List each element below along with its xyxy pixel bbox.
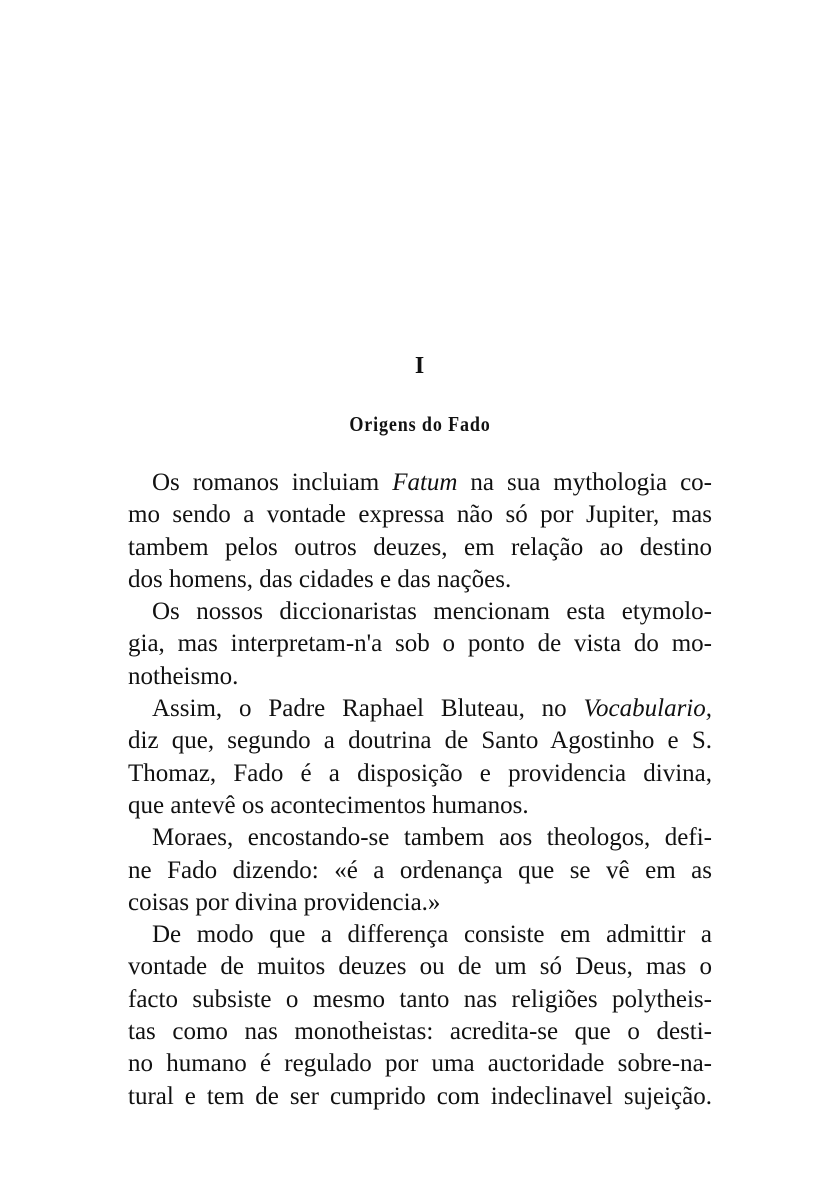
text-line: De modo que a differença consiste em admittir a <box>152 921 712 949</box>
text-line: que antevê os acontecimentos humanos. <box>128 791 529 819</box>
text-line: no humano é regulado por uma auctoridade sobre-na- <box>128 1050 712 1078</box>
text-line: notheismo. <box>128 662 239 690</box>
book-title: Vocabulario, <box>583 695 712 723</box>
text-line: facto subsiste o mesmo tanto nas religiões polytheis- <box>128 985 712 1013</box>
text-line: Thomaz, Fado é a disposição e providencia divina, <box>128 759 712 787</box>
text-line: Os nossos diccionaristas mencionam esta etymolo- <box>152 598 712 626</box>
chapter-body <box>128 467 712 1113</box>
chapter-number: I <box>414 353 426 379</box>
text-line: Os romanos incluiam Fatum na sua mythologia co- <box>152 469 712 496</box>
text-line: mo sendo a vontade expressa não só por Jupiter, mas <box>128 501 712 529</box>
paragraph <box>128 919 712 1113</box>
chapter-title: Origens do Fado <box>349 412 491 436</box>
paragraph <box>128 693 712 822</box>
text-line: ne Fado dizendo: «é a ordenança que se vê em as <box>128 856 712 884</box>
text-line: diz que, segundo a doutrina de Santo Agostinho e S. <box>128 727 712 755</box>
text-line: dos homens, das cidades e das nações. <box>128 565 512 593</box>
text-line: Assim, o Padre Raphael Bluteau, no Vocabulario, <box>152 695 712 723</box>
paragraph <box>128 822 712 919</box>
text-line: gia, mas interpretam-n'a sob o ponto de vista do mo- <box>128 630 712 658</box>
text-line: vontade de muitos deuzes ou de um só Deus, mas o <box>128 953 712 981</box>
paragraph <box>128 467 712 596</box>
text-line: tas como nas monotheistas: acredita-se que o desti- <box>128 1018 712 1046</box>
text-line: tambem pelos outros deuzes, em relação ao destino <box>128 533 712 561</box>
paragraph <box>128 596 712 693</box>
text-line: tural e tem de ser cumprido com indeclinavel sujeição. <box>128 1082 712 1110</box>
text-line: Moraes, encostando-se tambem aos theologos, defi- <box>152 824 712 852</box>
text-line: coisas por divina providencia.» <box>128 888 441 916</box>
latin-term: Fatum <box>392 469 458 496</box>
